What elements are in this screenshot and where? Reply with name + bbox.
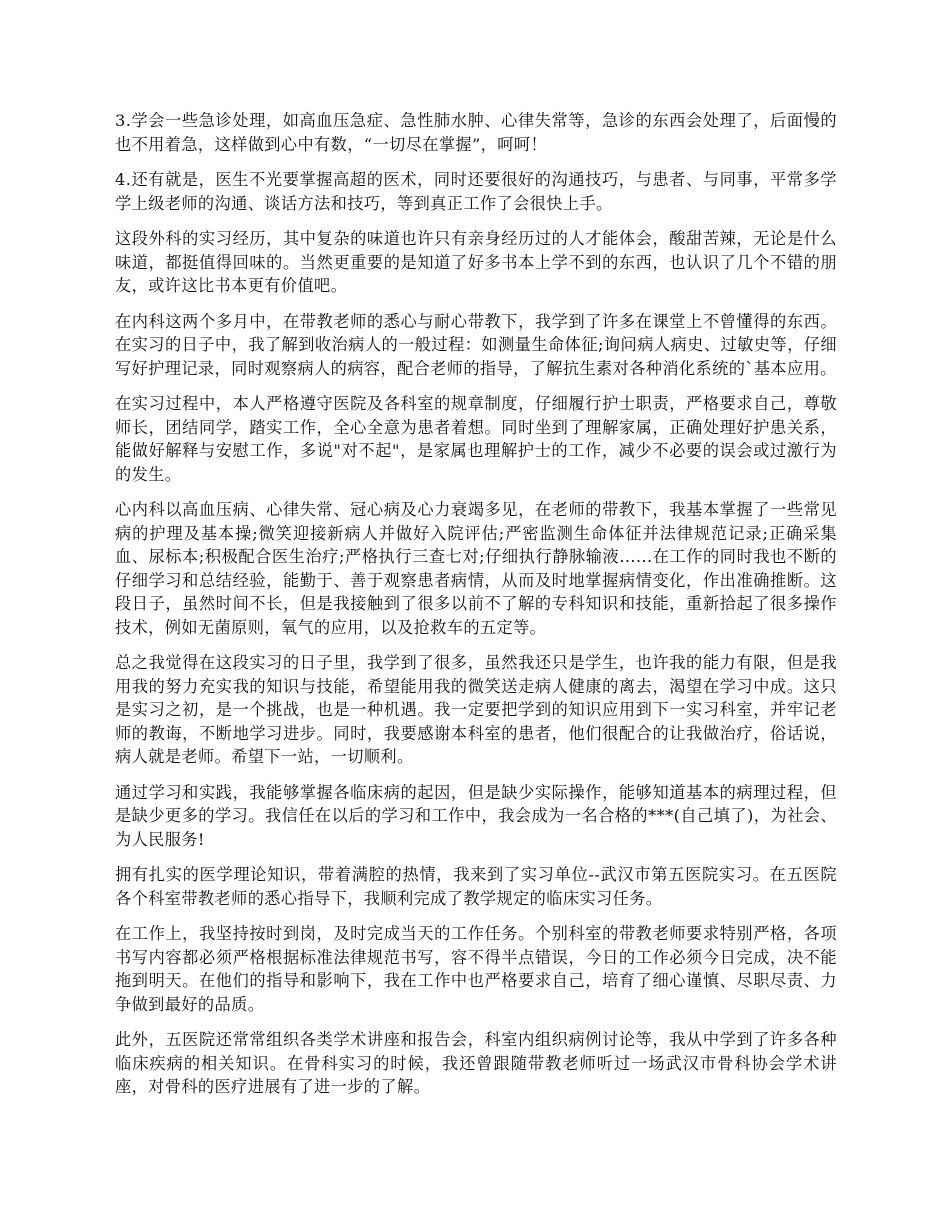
document-page [115, 109, 837, 1111]
paragraph-emergency-handling: 3.学会一些急诊处理，如高血压急症、急性肺水肿、心律失常等，急诊的东西会处理了，后面慢的也不用着急，这样做到心中有数，“一切尽在掌握”，呵呵！ [115, 111, 837, 154]
paragraph-learning-practice: 通过学习和实践，我能够掌握各临床病的起因，但是缺少实际操作，能够知道基本的病理过程，但是缺少更多的学习。我信任在以后的学习和工作中，我会成为一名合格的***(自己填了)，为社会、为人民服务! [115, 782, 837, 849]
paragraph-cardiology: 心内科以高血压病、心律失常、冠心病及心力衰竭多见，在老师的带教下，我基本掌握了一些常见病的护理及基本操;微笑迎接新病人并做好入院评估;严密监测生命体征并法律规范记录;正确采集血、尿标本;积极配合医生治疗;严格执行三查七对;仔细执行静脉输液......在工作的同时我也不断的仔细学习和总结经验，能勤于、善于观察患者病情，从而及时地掌握病情变化，作出准确推断。这段日子，虽然时间不长，但是我接触到了很多以前不了解的专科知识和技能，重新拾起了很多操作技术，例如无菌原则，氧气的应用，以及抢救车的五定等。 [115, 500, 837, 637]
paragraph-summary: 总之我觉得在这段实习的日子里，我学到了很多，虽然我还只是学生，也许我的能力有限，但是我用我的努力充实我的知识与技能，希望能用我的微笑送走病人健康的离去，渴望在学习中成。这只是实习之初，是一个挑战，也是一种机遇。我一定要把学到的知识应用到下一实习科室，并牢记老师的教诲，不断地学习进步。同时，我要感谢本科室的患者，他们很配合的让我做治疗，俗话说，病人就是老师。希望下一站，一切顺利。 [115, 653, 837, 766]
paragraph-work-attitude: 在工作上，我坚持按时到岗，及时完成当天的工作任务。个别科室的带教老师要求特别严格，各项书写内容都必须严格根据标准法律规范书写，容不得半点错误，今日的工作必须今日完成，决不能拖到明天。在他们的指导和影响下，我在工作中也严格要求自己，培育了细心谨慎、尽职尽责、力争做到最好的品质。 [115, 924, 837, 1014]
paragraph-wuhan-hospital: 拥有扎实的医学理论知识，带着满腔的热情，我来到了实习单位--武汉市第五医院实习。在五医院各个科室带教老师的悉心指导下，我顺利完成了教学规定的临床实习任务。 [115, 865, 837, 908]
paragraph-academic-lectures: 此外，五医院还常常组织各类学术讲座和报告会，科室内组织病例讨论等，我从中学到了许多各种临床疾病的相关知识。在骨科实习的时候，我还曾跟随带教老师听过一场武汉市骨科协会学术讲座，对骨科的医疗进展有了进一步的了解。 [115, 1030, 837, 1096]
paragraph-surgery-experience: 这段外科的实习经历，其中复杂的味道也许只有亲身经历过的人才能体会，酸甜苦辣，无论是什么味道，都挺值得回味的。当然更重要的是知道了好多书本上学不到的东西，也认识了几个不错的朋友，或许这比书本更有价值吧。 [115, 229, 837, 295]
paragraph-internship-conduct: 在实习过程中，本人严格遵守医院及各科室的规章制度，仔细履行护士职责，严格要求自己，尊敬师长，团结同学，踏实工作，全心全意为患者着想。同时坐到了理解家属，正确处理好护患关系，能做好解释与安慰工作，多说"对不起"，是家属也理解护士的工作，减少不必要的误会或过激行为的发生。 [115, 394, 837, 484]
paragraph-communication-skills: 4.还有就是，医生不光要掌握高超的医术，同时还要很好的沟通技巧，与患者、与同事，平常多学学上级老师的沟通、谈话方法和技巧，等到真正工作了会很快上手。 [115, 170, 837, 213]
paragraph-internal-medicine: 在内科这两个多月中，在带教老师的悉心与耐心带教下，我学到了许多在课堂上不曾懂得的东西。在实习的日子中，我了解到收治病人的一般过程：如测量生命体征;询问病人病史、过敏史等，仔细写好护理记录，同时观察病人的病容，配合老师的指导，了解抗生素对各种消化系统的`基本应用。 [115, 311, 837, 378]
